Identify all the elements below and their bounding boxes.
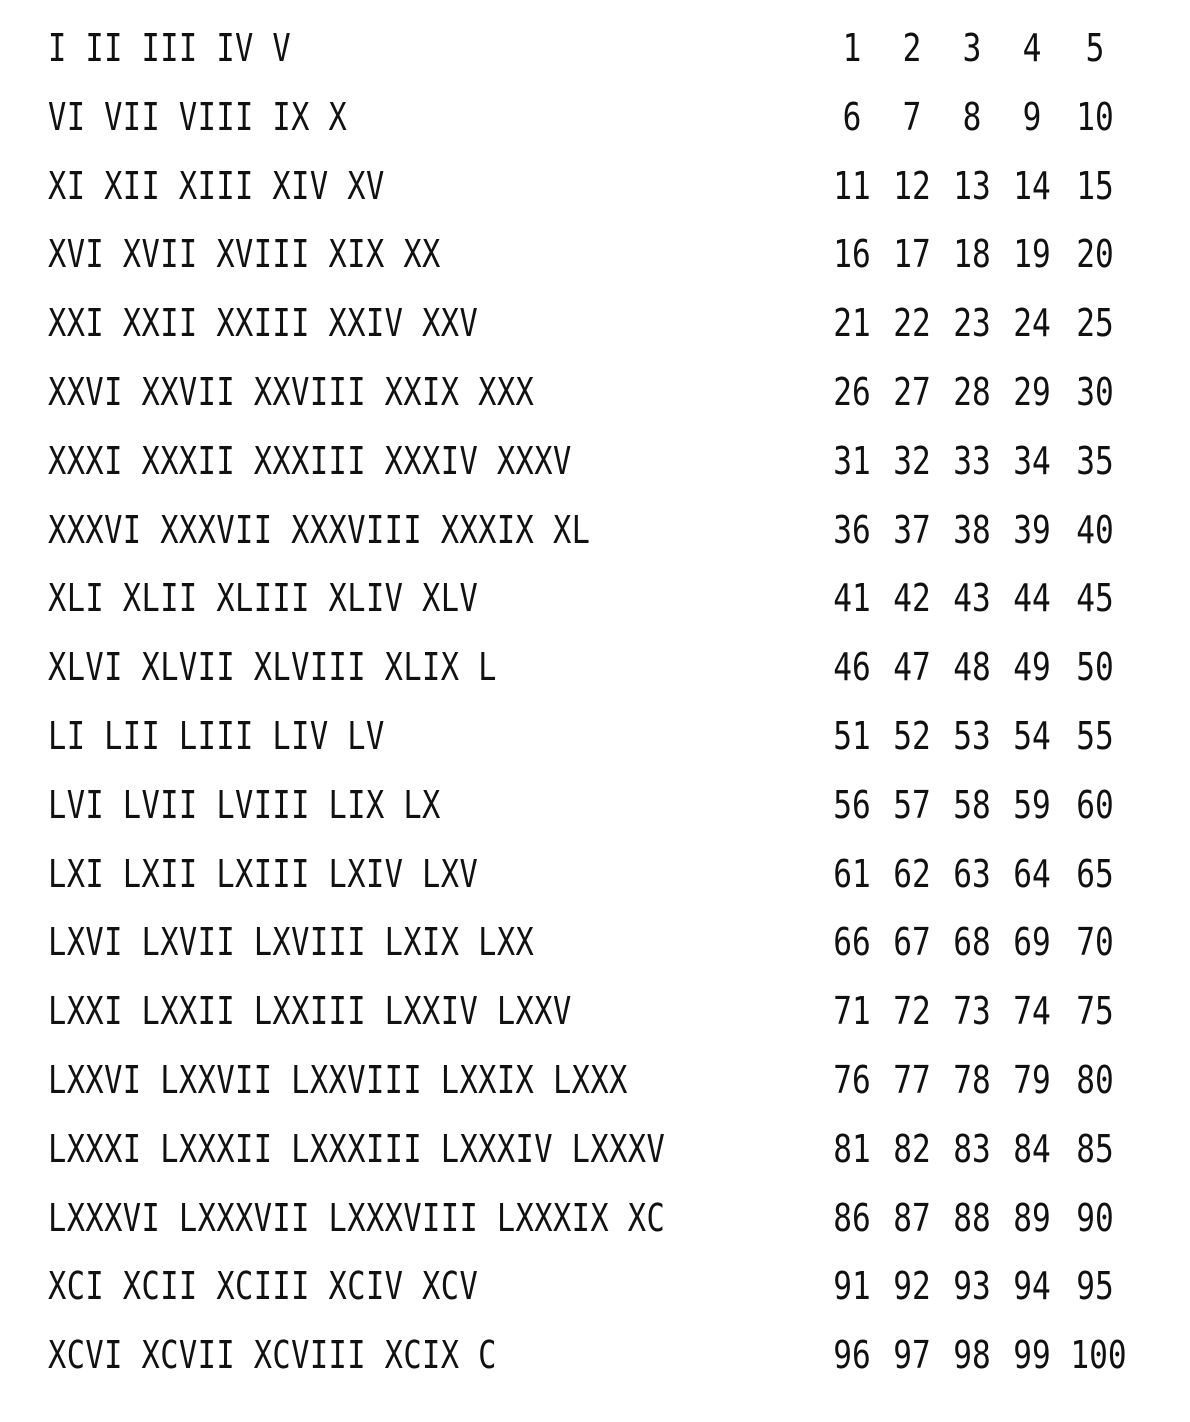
arabic-number: 67: [893, 920, 931, 965]
arabic-number: 39: [1013, 507, 1051, 552]
roman-numerals-text: LXXXI LXXXII LXXXIII LXXXIV LXXXV: [48, 1126, 666, 1171]
numeral-row: [0, 1184, 1190, 1253]
arabic-number: 7: [902, 94, 922, 139]
roman-numerals-text: XLVI XLVII XLVIII XLIX L: [48, 645, 497, 690]
arabic-number: 62: [893, 851, 931, 896]
arabic-number: 14: [1013, 163, 1051, 208]
arabic-number: 90: [1076, 1195, 1114, 1240]
numeral-row: [0, 1321, 1190, 1390]
roman-numerals-text: VI VII VIII IX X: [48, 94, 348, 139]
arabic-number: 64: [1013, 851, 1051, 896]
roman-numerals-text: XI XII XIII XIV XV: [48, 163, 385, 208]
arabic-number: 53: [953, 713, 991, 758]
roman-numerals-text: XXXI XXXII XXXIII XXXIV XXXV: [48, 438, 572, 483]
numeral-row: [0, 633, 1190, 702]
arabic-numbers-group: [822, 26, 1152, 70]
arabic-numbers-group: [822, 1333, 1152, 1377]
roman-numerals-text: XLI XLII XLIII XLIV XLV: [48, 576, 479, 621]
numeral-row: [0, 220, 1190, 289]
numeral-row: [0, 14, 1190, 83]
arabic-number: 40: [1076, 507, 1114, 552]
arabic-number: 82: [893, 1126, 931, 1171]
arabic-number: 77: [893, 1057, 931, 1102]
numeral-row: [0, 289, 1190, 358]
numeral-row: [0, 83, 1190, 152]
numeral-row: [0, 702, 1190, 771]
arabic-number: 41: [833, 576, 871, 621]
arabic-number: 30: [1076, 369, 1114, 414]
arabic-number: 99: [1013, 1333, 1051, 1378]
arabic-number: 43: [953, 576, 991, 621]
arabic-number: 11: [833, 163, 871, 208]
arabic-number: 44: [1013, 576, 1051, 621]
arabic-number: 52: [893, 713, 931, 758]
arabic-numbers-group: [822, 645, 1152, 689]
arabic-number: 3: [962, 26, 982, 70]
roman-numerals-text: LXI LXII LXIII LXIV LXV: [48, 851, 479, 896]
roman-numerals-text: XCVI XCVII XCVIII XCIX C: [48, 1333, 497, 1378]
arabic-number: 96: [833, 1333, 871, 1378]
arabic-number: 76: [833, 1057, 871, 1102]
arabic-number: 27: [893, 369, 931, 414]
arabic-number: 89: [1013, 1195, 1051, 1240]
arabic-number: 13: [953, 163, 991, 208]
arabic-number: 78: [953, 1057, 991, 1102]
roman-numerals-text: I II III IV V: [48, 26, 292, 70]
numeral-row: [0, 771, 1190, 840]
numeral-row: [0, 908, 1190, 977]
arabic-number: 15: [1076, 163, 1114, 208]
arabic-number: 71: [833, 989, 871, 1034]
arabic-number: 36: [833, 507, 871, 552]
arabic-number: 75: [1076, 989, 1114, 1034]
numeral-row: [0, 496, 1190, 565]
arabic-number: 46: [833, 645, 871, 690]
arabic-numbers-group: [822, 852, 1152, 896]
roman-numerals-text: LI LII LIII LIV LV: [48, 713, 385, 758]
numeral-row: [0, 977, 1190, 1046]
roman-numerals-text: XXI XXII XXIII XXIV XXV: [48, 301, 479, 346]
roman-numerals-text: XXVI XXVII XXVIII XXIX XXX: [48, 369, 535, 414]
roman-numerals-text: LXXXVI LXXXVII LXXXVIII LXXXIX XC: [48, 1195, 666, 1240]
arabic-number: 85: [1076, 1126, 1114, 1171]
arabic-number: 8: [962, 94, 982, 139]
numeral-row: [0, 358, 1190, 427]
arabic-number: 24: [1013, 301, 1051, 346]
arabic-numbers-group: [822, 920, 1152, 964]
arabic-numbers-group: [822, 1264, 1152, 1308]
arabic-number: 18: [953, 232, 991, 277]
arabic-number: 51: [833, 713, 871, 758]
arabic-number: 19: [1013, 232, 1051, 277]
arabic-number: 6: [842, 94, 862, 139]
arabic-number: 68: [953, 920, 991, 965]
arabic-number: 2: [902, 26, 922, 70]
arabic-number: 50: [1076, 645, 1114, 690]
roman-numerals-text: LVI LVII LVIII LIX LX: [48, 782, 441, 827]
arabic-number: 81: [833, 1126, 871, 1171]
arabic-number: 45: [1076, 576, 1114, 621]
numeral-row: [0, 152, 1190, 221]
arabic-number: 32: [893, 438, 931, 483]
arabic-number: 1: [842, 26, 862, 70]
arabic-number: 66: [833, 920, 871, 965]
numeral-row: [0, 840, 1190, 909]
arabic-number: 74: [1013, 989, 1051, 1034]
arabic-number: 95: [1076, 1264, 1114, 1309]
arabic-number: 58: [953, 782, 991, 827]
arabic-number: 60: [1076, 782, 1114, 827]
arabic-number: 49: [1013, 645, 1051, 690]
arabic-number: 69: [1013, 920, 1051, 965]
arabic-numbers-group: [822, 1196, 1152, 1240]
arabic-number: 97: [893, 1333, 931, 1378]
arabic-number: 83: [953, 1126, 991, 1171]
arabic-number: 57: [893, 782, 931, 827]
arabic-numbers-group: [822, 989, 1152, 1033]
arabic-numbers-group: [822, 1127, 1152, 1171]
arabic-number: 70: [1076, 920, 1114, 965]
arabic-number: 29: [1013, 369, 1051, 414]
roman-numerals-text: LXXI LXXII LXXIII LXXIV LXXV: [48, 989, 572, 1034]
arabic-number: 80: [1076, 1057, 1114, 1102]
arabic-numbers-group: [822, 232, 1152, 276]
arabic-number: 42: [893, 576, 931, 621]
arabic-number: 25: [1076, 301, 1114, 346]
roman-numerals-text: XXXVI XXXVII XXXVIII XXXIX XL: [48, 507, 591, 552]
arabic-number: 47: [893, 645, 931, 690]
arabic-number: 5: [1085, 26, 1105, 70]
arabic-number: 37: [893, 507, 931, 552]
arabic-numbers-group: [822, 370, 1152, 414]
arabic-number: 20: [1076, 232, 1114, 277]
arabic-number: 72: [893, 989, 931, 1034]
arabic-number: 79: [1013, 1057, 1051, 1102]
numeral-row: [0, 1046, 1190, 1115]
arabic-number: 92: [893, 1264, 931, 1309]
roman-numerals-text: XCI XCII XCIII XCIV XCV: [48, 1264, 479, 1309]
arabic-number: 33: [953, 438, 991, 483]
arabic-number: 86: [833, 1195, 871, 1240]
arabic-number: 59: [1013, 782, 1051, 827]
arabic-number: 98: [953, 1333, 991, 1378]
roman-numerals-text: LXVI LXVII LXVIII LXIX LXX: [48, 920, 535, 965]
arabic-numbers-group: [822, 508, 1152, 552]
numeral-row: [0, 1115, 1190, 1184]
arabic-number: 73: [953, 989, 991, 1034]
arabic-numbers-group: [822, 439, 1152, 483]
arabic-number: 17: [893, 232, 931, 277]
numeral-row: [0, 427, 1190, 496]
numeral-row: [0, 1252, 1190, 1321]
arabic-number: 55: [1076, 713, 1114, 758]
arabic-numbers-group: [822, 576, 1152, 620]
arabic-number: 61: [833, 851, 871, 896]
arabic-number: 26: [833, 369, 871, 414]
arabic-numbers-group: [822, 1058, 1152, 1102]
arabic-number: 10: [1076, 94, 1114, 139]
arabic-number: 35: [1076, 438, 1114, 483]
arabic-numbers-group: [822, 95, 1152, 139]
arabic-number: 100: [1070, 1333, 1127, 1378]
arabic-number: 91: [833, 1264, 871, 1309]
arabic-numbers-group: [822, 164, 1152, 208]
arabic-numbers-group: [822, 783, 1152, 827]
arabic-number: 94: [1013, 1264, 1051, 1309]
arabic-number: 34: [1013, 438, 1051, 483]
arabic-number: 12: [893, 163, 931, 208]
arabic-number: 9: [1022, 94, 1042, 139]
arabic-number: 88: [953, 1195, 991, 1240]
numeral-row: [0, 564, 1190, 633]
arabic-number: 22: [893, 301, 931, 346]
arabic-number: 4: [1022, 26, 1042, 70]
arabic-number: 93: [953, 1264, 991, 1309]
arabic-number: 23: [953, 301, 991, 346]
arabic-number: 54: [1013, 713, 1051, 758]
roman-numerals-text: LXXVI LXXVII LXXVIII LXXIX LXXX: [48, 1057, 628, 1102]
arabic-number: 84: [1013, 1126, 1051, 1171]
arabic-number: 28: [953, 369, 991, 414]
arabic-numbers-group: [822, 301, 1152, 345]
arabic-number: 87: [893, 1195, 931, 1240]
arabic-number: 56: [833, 782, 871, 827]
arabic-number: 63: [953, 851, 991, 896]
roman-numerals-text: XVI XVII XVIII XIX XX: [48, 232, 441, 277]
arabic-number: 38: [953, 507, 991, 552]
arabic-number: 48: [953, 645, 991, 690]
numeral-rows: [0, 14, 1190, 1390]
arabic-number: 21: [833, 301, 871, 346]
arabic-number: 65: [1076, 851, 1114, 896]
arabic-number: 31: [833, 438, 871, 483]
arabic-number: 16: [833, 232, 871, 277]
arabic-numbers-group: [822, 714, 1152, 758]
